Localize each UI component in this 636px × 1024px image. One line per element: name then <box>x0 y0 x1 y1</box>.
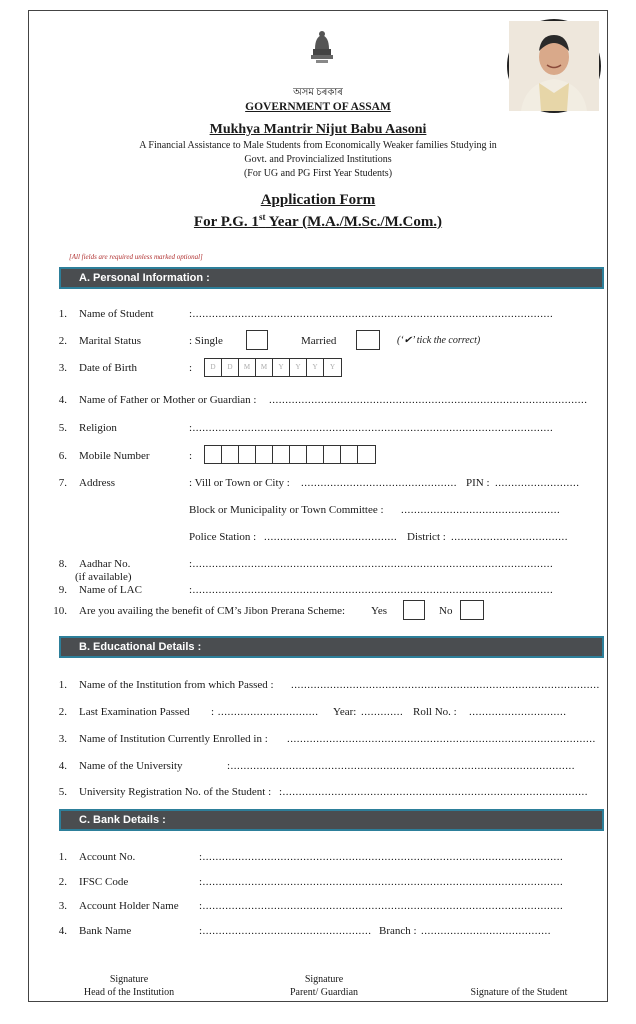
branch-label: Branch : <box>379 925 417 937</box>
dob-cell[interactable]: D <box>205 359 222 376</box>
religion-label: Religion <box>79 422 117 434</box>
account-no-field[interactable]: :............................................................................................................... <box>199 851 564 863</box>
no-label: No <box>439 605 453 617</box>
district-label: District : <box>407 531 446 543</box>
dob-cell[interactable]: M <box>239 359 256 376</box>
mobile-digit-cell[interactable] <box>358 446 375 463</box>
last-exam-field[interactable]: : ............................... <box>211 706 319 718</box>
signature-parent-guardian <box>264 973 384 999</box>
field-number: 2. <box>58 706 67 718</box>
field-number: 5. <box>58 422 67 434</box>
section-educational-details: B. Educational Details : <box>59 636 604 658</box>
lac-label: Name of LAC <box>79 584 142 596</box>
lac-field[interactable]: :............................................................................................................... <box>189 584 554 596</box>
aadhar-field[interactable]: :............................................................................................................... <box>189 558 554 570</box>
registration-label: University Registration No. of the Student : <box>79 786 272 798</box>
name-of-student-field[interactable]: :............................................................................................................... <box>189 308 554 320</box>
guardian-name-field[interactable]: .................................................................................................. <box>269 394 588 406</box>
current-institution-field[interactable]: ............................................................................................... <box>287 733 596 745</box>
signature-label: Signature <box>304 974 344 985</box>
mobile-digit-cell[interactable] <box>205 446 222 463</box>
mobile-digit-cell[interactable] <box>273 446 290 463</box>
field-number: 1. <box>58 679 67 691</box>
yes-checkbox[interactable] <box>403 600 425 620</box>
dob-cell[interactable]: D <box>222 359 239 376</box>
block-municipality-field[interactable]: ................................................. <box>401 504 561 516</box>
university-field[interactable]: :.......................................................................................................... <box>227 760 576 772</box>
dob-cell[interactable]: M <box>256 359 273 376</box>
mobile-digit-cell[interactable] <box>341 446 358 463</box>
yes-label: Yes <box>371 605 388 617</box>
aadhar-optional-label: (if available) <box>75 571 132 583</box>
police-station-field[interactable]: ......................................... <box>264 531 398 543</box>
scheme-title: Mukhya Mantrir Nijut Babu Aasoni <box>209 122 427 137</box>
date-of-birth-cells[interactable] <box>204 358 342 377</box>
signature-head-of-institution <box>69 973 189 999</box>
vill-town-city-label: : Vill or Town or City : <box>189 477 290 489</box>
application-form-page <box>28 10 608 1002</box>
institution-passed-field[interactable]: ............................................................................................... <box>291 679 600 691</box>
pin-field[interactable]: .......................... <box>495 477 580 489</box>
colon: : <box>189 450 193 462</box>
signature-student <box>449 986 589 999</box>
registration-field[interactable]: :.............................................................................................. <box>279 786 589 798</box>
married-checkbox[interactable] <box>356 330 380 350</box>
scheme-description-line2: Govt. and Provincialized Institutions <box>244 154 392 165</box>
institution-passed-label: Name of the Institution from which Passed : <box>79 679 274 691</box>
mobile-digit-cell[interactable] <box>222 446 239 463</box>
account-holder-label: Account Holder Name <box>79 900 179 912</box>
form-subtitle-suffix: Year (M.A./M.Sc./M.Com.) <box>265 214 443 230</box>
field-number: 10. <box>53 605 67 617</box>
national-emblem-icon <box>307 29 337 73</box>
field-number: 3. <box>58 900 67 912</box>
tick-hint: (‘✔’ tick the correct) <box>397 335 481 346</box>
section-personal-information: A. Personal Information : <box>59 267 604 289</box>
mobile-digit-cell[interactable] <box>324 446 341 463</box>
field-number: 8. <box>58 558 67 570</box>
account-no-label: Account No. <box>79 851 136 863</box>
dob-cell[interactable]: Y <box>307 359 324 376</box>
police-station-label: Police Station : <box>189 531 257 543</box>
mobile-number-label: Mobile Number <box>79 450 150 462</box>
single-checkbox[interactable] <box>246 330 268 350</box>
account-holder-field[interactable]: :............................................................................................................... <box>199 900 564 912</box>
mobile-number-cells[interactable] <box>204 445 376 464</box>
mobile-digit-cell[interactable] <box>290 446 307 463</box>
current-institution-label: Name of Institution Currently Enrolled in : <box>79 733 268 745</box>
address-label: Address <box>79 477 116 489</box>
aadhar-label: Aadhar No. <box>79 558 131 570</box>
bank-name-label: Bank Name <box>79 925 132 937</box>
branch-field[interactable]: ........................................ <box>421 925 551 937</box>
guardian-name-label: Name of Father or Mother or Guardian : <box>79 394 257 406</box>
bank-name-field[interactable]: :.................................................... <box>199 925 372 937</box>
ifsc-label: IFSC Code <box>79 876 129 888</box>
mobile-digit-cell[interactable] <box>239 446 256 463</box>
university-label: Name of the University <box>79 760 183 772</box>
chief-minister-photo <box>507 19 601 113</box>
year-label: Year: <box>333 706 357 718</box>
dob-cell[interactable]: Y <box>329 363 336 371</box>
vill-town-city-field[interactable]: ................................................ <box>301 477 457 489</box>
field-number: 7. <box>58 477 67 489</box>
dob-cell[interactable]: Y <box>273 359 290 376</box>
head-of-institution-label: Head of the Institution <box>83 987 175 998</box>
field-number: 4. <box>58 760 67 772</box>
field-number: 3. <box>58 733 67 745</box>
pin-label: PIN : <box>466 477 490 489</box>
field-number: 9. <box>58 584 67 596</box>
name-of-student-label: Name of Student <box>79 308 154 320</box>
mobile-digit-cell[interactable] <box>307 446 324 463</box>
roll-no-label: Roll No. : <box>413 706 457 718</box>
field-number: 4. <box>58 925 67 937</box>
form-title: Application Form <box>260 192 376 208</box>
roll-no-field[interactable]: .............................. <box>469 706 567 718</box>
married-label: Married <box>301 335 337 347</box>
portrait-icon <box>509 21 599 111</box>
signature-of-student-label: Signature of the Student <box>470 987 568 998</box>
date-of-birth-label: Date of Birth <box>79 362 138 374</box>
field-number: 2. <box>58 876 67 888</box>
jibon-prerana-label: Are you availing the benefit of CM’s Jibon Prerana Scheme: <box>79 605 346 617</box>
field-number: 5. <box>58 786 67 798</box>
marital-status-label: Marital Status <box>79 335 142 347</box>
last-exam-label: Last Examination Passed <box>79 706 190 718</box>
dob-cell[interactable]: Y <box>290 359 307 376</box>
form-subtitle <box>29 212 607 231</box>
ifsc-field[interactable]: :............................................................................................................... <box>199 876 564 888</box>
no-checkbox[interactable] <box>460 600 484 620</box>
scheme-description-line1: A Financial Assistance to Male Students from Economically Weaker families Studying in <box>139 140 497 151</box>
parent-guardian-label: Parent/ Guardian <box>289 987 359 998</box>
single-label: : Single <box>189 335 223 347</box>
form-subtitle-sup: st <box>258 212 266 222</box>
district-field[interactable]: .................................... <box>451 531 568 543</box>
required-fields-note: [All fields are required unless marked optional] <box>69 253 203 261</box>
signature-label: Signature <box>109 974 149 985</box>
field-number: 6. <box>58 450 67 462</box>
scheme-description-line3: (For UG and PG First Year Students) <box>243 168 393 179</box>
emblem-caption: অসম চৰকাৰ <box>293 87 343 98</box>
field-number: 2. <box>58 335 67 347</box>
government-title: GOVERNMENT OF ASSAM <box>245 101 391 113</box>
colon: : <box>189 362 193 374</box>
mobile-digit-cell[interactable] <box>256 446 273 463</box>
year-field[interactable]: ............. <box>361 706 404 718</box>
religion-field[interactable]: :............................................................................................................... <box>189 422 554 434</box>
field-number: 3. <box>58 362 67 374</box>
field-number: 1. <box>58 308 67 320</box>
field-number: 1. <box>58 851 67 863</box>
form-subtitle-prefix: For P.G. 1 <box>193 214 259 230</box>
block-municipality-label: Block or Municipality or Town Committee : <box>189 504 384 516</box>
field-number: 4. <box>58 394 67 406</box>
section-bank-details: C. Bank Details : <box>59 809 604 831</box>
